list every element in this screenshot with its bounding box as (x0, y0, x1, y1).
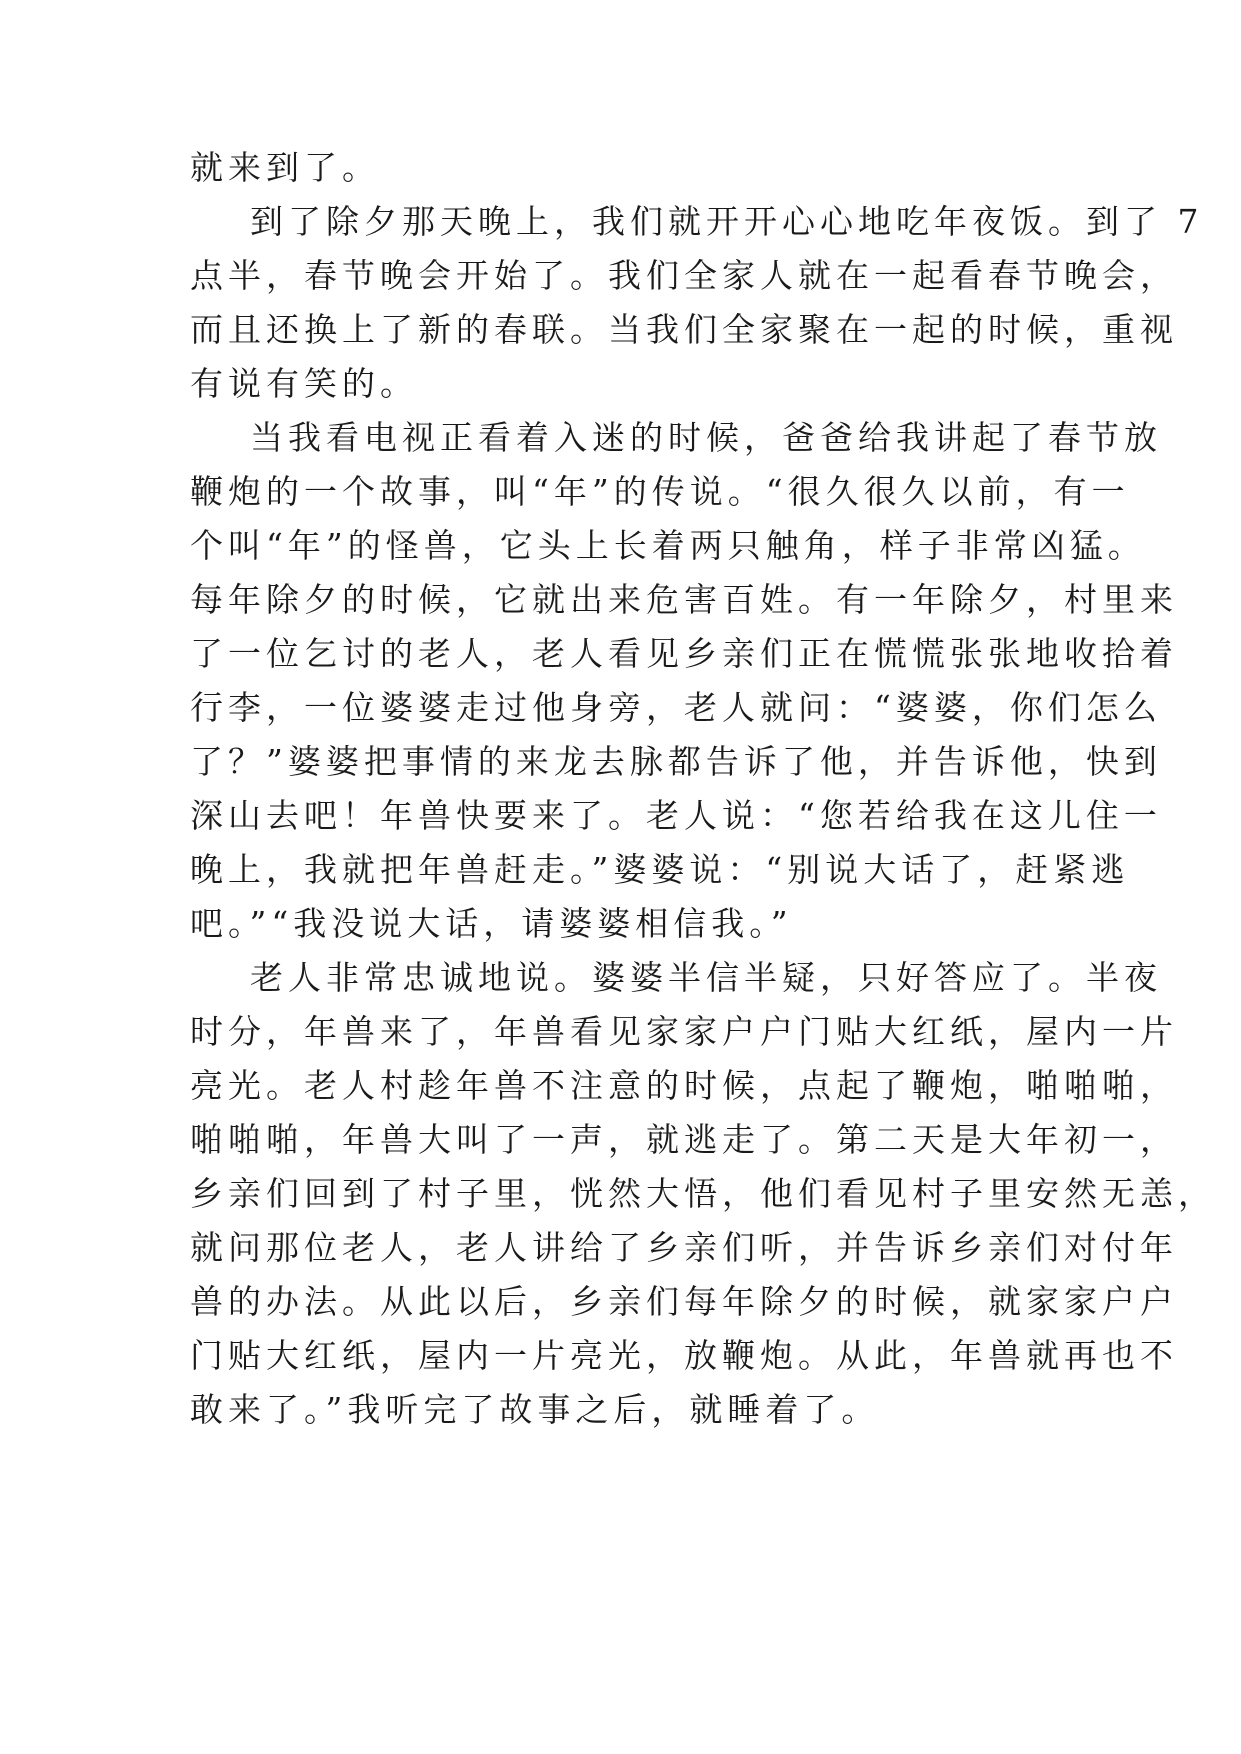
text-line: 兽的办法。从此以后，乡亲们每年除夕的时候，就家家户户 (190, 1282, 1178, 1321)
text-line: 亮光。老人村趁年兽不注意的时候，点起了鞭炮，啪啪啪， (190, 1066, 1178, 1105)
text-line: 个叫“年”的怪兽，它头上长着两只触角，样子非常凶猛。 (190, 526, 1146, 565)
text-line: 乡亲们回到了村子里，恍然大悟，他们看见村子里安然无恙， (190, 1174, 1216, 1213)
text-line: 门贴大红纸，屋内一片亮光，放鞭炮。从此，年兽就再也不 (190, 1336, 1178, 1375)
text-line: 每年除夕的时候，它就出来危害百姓。有一年除夕，村里来 (190, 580, 1178, 619)
text-line: 而且还换上了新的春联。当我们全家聚在一起的时候，重视 (190, 310, 1178, 349)
text-line: 就来到了。 (190, 148, 380, 187)
text-line: 有说有笑的。 (190, 364, 418, 403)
text-line: 了一位乞讨的老人，老人看见乡亲们正在慌慌张张地收拾着 (190, 634, 1178, 673)
text-line: 晚上，我就把年兽赶走。”婆婆说：“别说大话了，赶紧逃 (190, 850, 1130, 889)
text-line: 鞭炮的一个故事，叫“年”的传说。“很久很久以前，有一 (190, 472, 1130, 511)
text-line: 就问那位老人，老人讲给了乡亲们听，并告诉乡亲们对付年 (190, 1228, 1178, 1267)
text-line: 吧。”“我没说大话，请婆婆相信我。” (190, 904, 793, 943)
text-line: 敢来了。”我听完了故事之后，就睡着了。 (190, 1390, 880, 1429)
text-line: 老人非常忠诚地说。婆婆半信半疑，只好答应了。半夜 (250, 958, 1162, 997)
text-line: 深山去吧！年兽快要来了。老人说：“您若给我在这儿住一 (190, 796, 1162, 835)
text-line: 啪啪啪，年兽大叫了一声，就逃走了。第二天是大年初一， (190, 1120, 1178, 1159)
text-line: 当我看电视正看着入迷的时候，爸爸给我讲起了春节放 (250, 418, 1162, 457)
text-line: 了？”婆婆把事情的来龙去脉都告诉了他，并告诉他，快到 (190, 742, 1162, 781)
text-line: 到了除夕那天晚上，我们就开开心心地吃年夜饭。到了 7 (250, 202, 1204, 241)
text-line: 点半，春节晚会开始了。我们全家人就在一起看春节晚会， (190, 256, 1178, 295)
text-line: 行李，一位婆婆走过他身旁，老人就问：“婆婆，你们怎么 (190, 688, 1162, 727)
text-line: 时分，年兽来了，年兽看见家家户户门贴大红纸，屋内一片 (190, 1012, 1178, 1051)
